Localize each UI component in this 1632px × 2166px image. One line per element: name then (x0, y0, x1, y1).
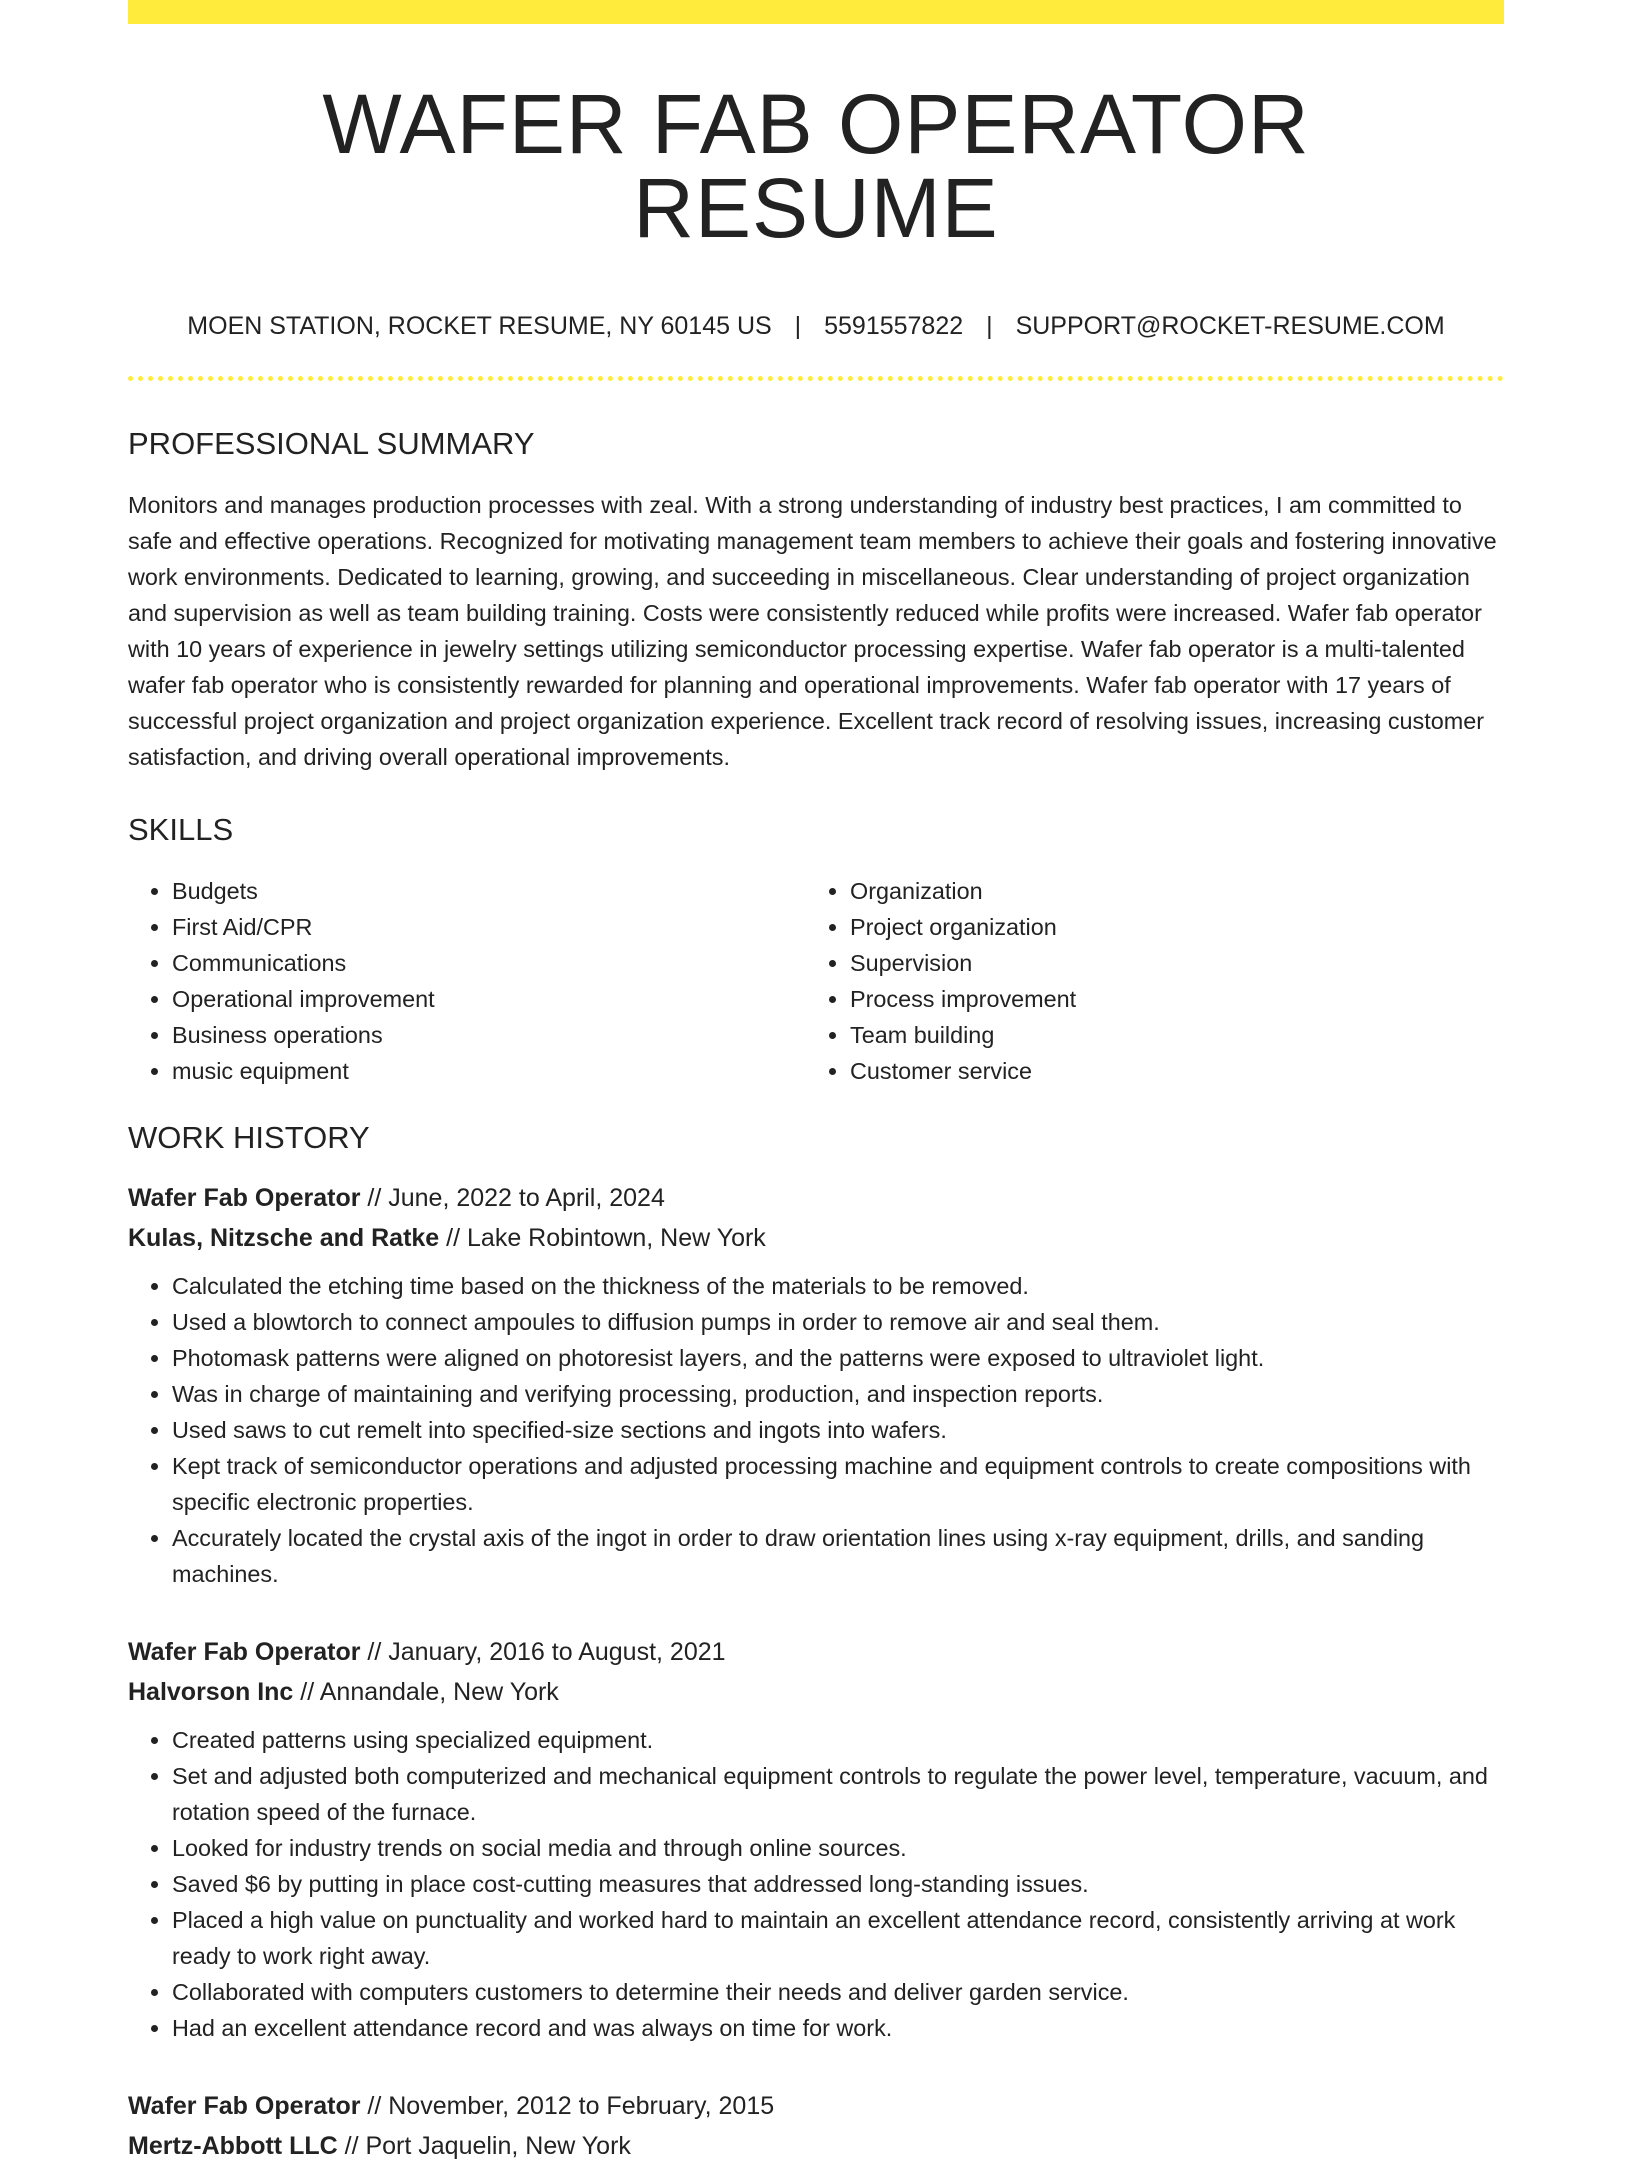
job-bullets (128, 1722, 1504, 2046)
skill-item: • Customer service (850, 1053, 1484, 1089)
skill-item: • Business operations (172, 1017, 806, 1053)
job-title: Wafer Fab Operator (128, 1184, 361, 1212)
contact-separator: | (794, 312, 802, 340)
job-bullet: • Saved $6 by putting in place cost-cutting measures that addressed long-standing issues. (172, 1866, 1504, 1902)
job-company: Halvorson Inc (128, 1678, 294, 1706)
job-entry (128, 1632, 1504, 2046)
skill-item: • Supervision (850, 945, 1484, 981)
accent-top-bar (128, 0, 1504, 24)
resume-page (128, 0, 1504, 2166)
job-bullet: • Placed a high value on punctuality and worked hard to maintain an excellent attendance record, consistently arriving at work ready to work right away. (172, 1902, 1504, 1974)
job-company-line (128, 2126, 1504, 2166)
job-entry (128, 1178, 1504, 1592)
skill-item: • Operational improvement (172, 981, 806, 1017)
job-company: Kulas, Nitzsche and Ratke (128, 1224, 440, 1252)
skill-item: • Organization (850, 873, 1484, 909)
job-bullet: • Used a blowtorch to connect ampoules to diffusion pumps in order to remove air and seal them. (172, 1304, 1504, 1340)
job-location: // Port Jaquelin, New York (344, 2132, 631, 2160)
skill-item: • music equipment (172, 1053, 806, 1089)
job-bullet: • Was in charge of maintaining and verifying processing, production, and inspection reports. (172, 1376, 1504, 1412)
job-bullet: • Created patterns using specialized equipment. (172, 1722, 1504, 1758)
skill-item: • First Aid/CPR (172, 909, 806, 945)
summary-heading: PROFESSIONAL SUMMARY (128, 426, 535, 461)
skills-list (128, 873, 1504, 1089)
job-company-line (128, 1218, 1504, 1258)
work-history-heading: WORK HISTORY (128, 1120, 370, 1155)
job-title: Wafer Fab Operator (128, 1638, 361, 1666)
job-bullet: • Calculated the etching time based on the thickness of the materials to be removed. (172, 1268, 1504, 1304)
skill-item: • Project organization (850, 909, 1484, 945)
contact-line (128, 314, 1504, 339)
job-bullet: • Set and adjusted both computerized and mechanical equipment controls to regulate the power level, temperature, vacuum, and rotation speed of the furnace. (172, 1758, 1504, 1830)
resume-title: WAFER FAB OPERATOR RESUME (322, 77, 1310, 255)
job-bullet: • Looked for industry trends on social media and through online sources. (172, 1830, 1504, 1866)
contact-email[interactable]: SUPPORT@ROCKET-RESUME.COM (1015, 312, 1445, 340)
skills-column-left (128, 873, 806, 1089)
contact-address: MOEN STATION, ROCKET RESUME, NY 60145 US (187, 312, 772, 340)
summary-text: Monitors and manages production processes with zeal. With a strong understanding of industry best practices, I am committed to safe and effective operations. Recognized for motivating management team members to achieve their goals and fostering innovative work environments. Dedicated to learning, growing, and succeeding in miscellaneous. Clear understanding of project organization and supervision as well as team building training. Costs were consistently reduced while profits were increased. Wafer fab operator with 10 years of experience in jewelry settings utilizing semiconductor processing expertise. Wafer fab operator is a multi-talented wafer fab operator who is consistently rewarded for planning and operational improvements. Wafer fab operator with 17 years of successful project organization and project organization experience. Excellent track record of resolving issues, increasing customer satisfaction, and driving overall operational improvements. (128, 492, 1497, 770)
job-bullet: • Kept track of semiconductor operations and adjusted processing machine and equipment controls to create compositions with specific electronic properties. (172, 1448, 1504, 1520)
job-location: // Annandale, New York (300, 1678, 559, 1706)
job-bullet: • Used saws to cut remelt into specified-size sections and ingots into wafers. (172, 1412, 1504, 1448)
job-company-line (128, 1672, 1504, 1712)
job-dates: // June, 2022 to April, 2024 (367, 1184, 665, 1212)
job-dates: // January, 2016 to August, 2021 (367, 1638, 726, 1666)
job-entry (128, 2086, 1504, 2166)
skills-column-right (806, 873, 1484, 1089)
job-title-line (128, 1178, 1504, 1218)
job-title: Wafer Fab Operator (128, 2092, 361, 2120)
job-bullet: • Photomask patterns were aligned on photoresist layers, and the patterns were exposed to ultraviolet light. (172, 1340, 1504, 1376)
job-location: // Lake Robintown, New York (446, 1224, 766, 1252)
job-title-line (128, 1632, 1504, 1672)
job-company: Mertz-Abbott LLC (128, 2132, 338, 2160)
skill-item: • Communications (172, 945, 806, 981)
contact-separator: | (986, 312, 993, 340)
skill-item: • Budgets (172, 873, 806, 909)
skill-item: • Process improvement (850, 981, 1484, 1017)
dotted-divider (128, 376, 1504, 381)
job-bullet: • Collaborated with computers customers to determine their needs and deliver garden service. (172, 1974, 1504, 2010)
skills-heading: SKILLS (128, 812, 234, 847)
skill-item: • Team building (850, 1017, 1484, 1053)
job-dates: // November, 2012 to February, 2015 (367, 2092, 775, 2120)
job-bullets (128, 1268, 1504, 1592)
job-bullet: • Had an excellent attendance record and was always on time for work. (172, 2010, 1504, 2046)
contact-phone: 5591557822 (824, 312, 964, 340)
job-title-line (128, 2086, 1504, 2126)
job-bullet: • Accurately located the crystal axis of the ingot in order to draw orientation lines using x-ray equipment, drills, and sanding machines. (172, 1520, 1504, 1592)
